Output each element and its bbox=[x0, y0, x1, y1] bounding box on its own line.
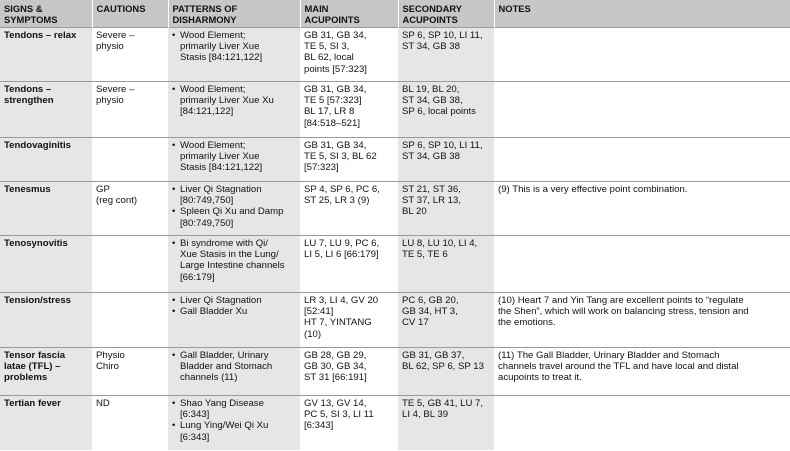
main-acupoints-cell: GB 31, GB 34, TE 5 [57:323] BL 17, LR 8 [84:518–521] bbox=[300, 82, 398, 138]
cautions-cell: Physio Chiro bbox=[92, 348, 168, 396]
secondary-acupoints-cell: BL 19, BL 20, ST 34, GB 38, SP 6, local points bbox=[398, 82, 494, 138]
table-row bbox=[0, 138, 790, 182]
pattern-item: • Wood Element; primarily Liver Xue Stasis [84:121,122] bbox=[172, 30, 296, 64]
main-acupoints-cell: GB 28, GB 29, GB 30, GB 34, ST 31 [66:191] bbox=[300, 348, 398, 396]
header-secondary-acupoints: SECONDARY ACUPOINTS bbox=[398, 0, 494, 28]
sign-cell: Tensor fascia latae (TFL) – problems bbox=[0, 348, 92, 396]
cautions-cell bbox=[92, 138, 168, 182]
notes-cell bbox=[494, 82, 790, 138]
cautions-cell bbox=[92, 236, 168, 293]
cautions-cell: Severe – physio bbox=[92, 28, 168, 82]
table-row bbox=[0, 28, 790, 82]
patterns-cell bbox=[168, 293, 300, 348]
secondary-acupoints-cell: PC 6, GB 20, GB 34, HT 3, CV 17 bbox=[398, 293, 494, 348]
table-row bbox=[0, 182, 790, 236]
pattern-item: • Gall Bladder Xu bbox=[172, 306, 296, 317]
notes-cell bbox=[494, 396, 790, 450]
pattern-item: • Liver Qi Stagnation bbox=[172, 295, 296, 306]
pattern-item: • Spleen Qi Xu and Damp [80:749,750] bbox=[172, 206, 296, 228]
sign-cell: Tendons – relax bbox=[0, 28, 92, 82]
notes-cell: (10) Heart 7 and Yin Tang are excellent points to “regulate the Shen”, which will work on balancing stress, tension and the emotions. bbox=[494, 293, 790, 348]
patterns-cell bbox=[168, 28, 300, 82]
sign-cell: Tenesmus bbox=[0, 182, 92, 236]
patterns-cell bbox=[168, 396, 300, 450]
header-notes: NOTES bbox=[494, 0, 790, 28]
header-signs: SIGNS & SYMPTOMS bbox=[0, 0, 92, 28]
notes-cell bbox=[494, 236, 790, 293]
patterns-cell bbox=[168, 82, 300, 138]
table-row bbox=[0, 82, 790, 138]
cautions-cell: Severe – physio bbox=[92, 82, 168, 138]
table-row bbox=[0, 236, 790, 293]
main-acupoints-cell: GB 31, GB 34, TE 5, SI 3, BL 62, local points [57:323] bbox=[300, 28, 398, 82]
sign-cell: Tenosynovitis bbox=[0, 236, 92, 293]
pattern-item: • Lung Ying/Wei Qi Xu [6:343] bbox=[172, 420, 296, 442]
main-acupoints-cell: LU 7, LU 9, PC 6, LI 5, LI 6 [66:179] bbox=[300, 236, 398, 293]
cautions-cell: GP (reg cont) bbox=[92, 182, 168, 236]
notes-cell bbox=[494, 138, 790, 182]
sign-cell: Tendovaginitis bbox=[0, 138, 92, 182]
pattern-item: • Liver Qi Stagnation [80:749,750] bbox=[172, 184, 296, 206]
pattern-item: • Wood Element; primarily Liver Xue Xu [84:121,122] bbox=[172, 84, 296, 118]
main-acupoints-cell: LR 3, LI 4, GV 20 [52:41] HT 7, YINTANG (10) bbox=[300, 293, 398, 348]
secondary-acupoints-cell: LU 8, LU 10, LI 4, TE 5, TE 6 bbox=[398, 236, 494, 293]
pattern-item: • Shao Yang Disease [6:343] bbox=[172, 398, 296, 420]
patterns-cell bbox=[168, 138, 300, 182]
notes-cell: (11) The Gall Bladder, Urinary Bladder and Stomach channels travel around the TFL and have local and distal acupoints to treat it. bbox=[494, 348, 790, 396]
main-acupoints-cell: SP 4, SP 6, PC 6, ST 25, LR 3 (9) bbox=[300, 182, 398, 236]
table-row bbox=[0, 348, 790, 396]
main-acupoints-cell: GB 31, GB 34, TE 5, SI 3, BL 62 [57:323] bbox=[300, 138, 398, 182]
pattern-item: • Wood Element; primarily Liver Xue Stasis [84:121,122] bbox=[172, 140, 296, 174]
sign-cell: Tertian fever bbox=[0, 396, 92, 450]
patterns-cell bbox=[168, 182, 300, 236]
header-row bbox=[0, 0, 790, 28]
cautions-cell: ND bbox=[92, 396, 168, 450]
table-row bbox=[0, 293, 790, 348]
header-main-acupoints: MAIN ACUPOINTS bbox=[300, 0, 398, 28]
secondary-acupoints-cell: SP 6, SP 10, LI 11, ST 34, GB 38 bbox=[398, 138, 494, 182]
header-cautions: CAUTIONS bbox=[92, 0, 168, 28]
secondary-acupoints-cell: SP 6, SP 10, LI 11, ST 34, GB 38 bbox=[398, 28, 494, 82]
main-acupoints-cell: GV 13, GV 14, PC 5, SI 3, LI 11 [6:343] bbox=[300, 396, 398, 450]
secondary-acupoints-cell: TE 5, GB 41, LU 7, LI 4, BL 39 bbox=[398, 396, 494, 450]
cautions-cell bbox=[92, 293, 168, 348]
header-patterns: PATTERNS OF DISHARMONY bbox=[168, 0, 300, 28]
patterns-cell bbox=[168, 236, 300, 293]
sign-cell: Tendons – strengthen bbox=[0, 82, 92, 138]
secondary-acupoints-cell: ST 21, ST 36, ST 37, LR 13, BL 20 bbox=[398, 182, 494, 236]
notes-cell bbox=[494, 28, 790, 82]
pattern-item: • Gall Bladder, Urinary Bladder and Stomach channels (11) bbox=[172, 350, 296, 384]
secondary-acupoints-cell: GB 31, GB 37, BL 62, SP 6, SP 13 bbox=[398, 348, 494, 396]
notes-cell: (9) This is a very effective point combination. bbox=[494, 182, 790, 236]
table-row bbox=[0, 396, 790, 450]
patterns-cell bbox=[168, 348, 300, 396]
sign-cell: Tension/stress bbox=[0, 293, 92, 348]
pattern-item: • Bi syndrome with Qi/ Xue Stasis in the Lung/ Large Intestine channels [66:179] bbox=[172, 238, 296, 283]
